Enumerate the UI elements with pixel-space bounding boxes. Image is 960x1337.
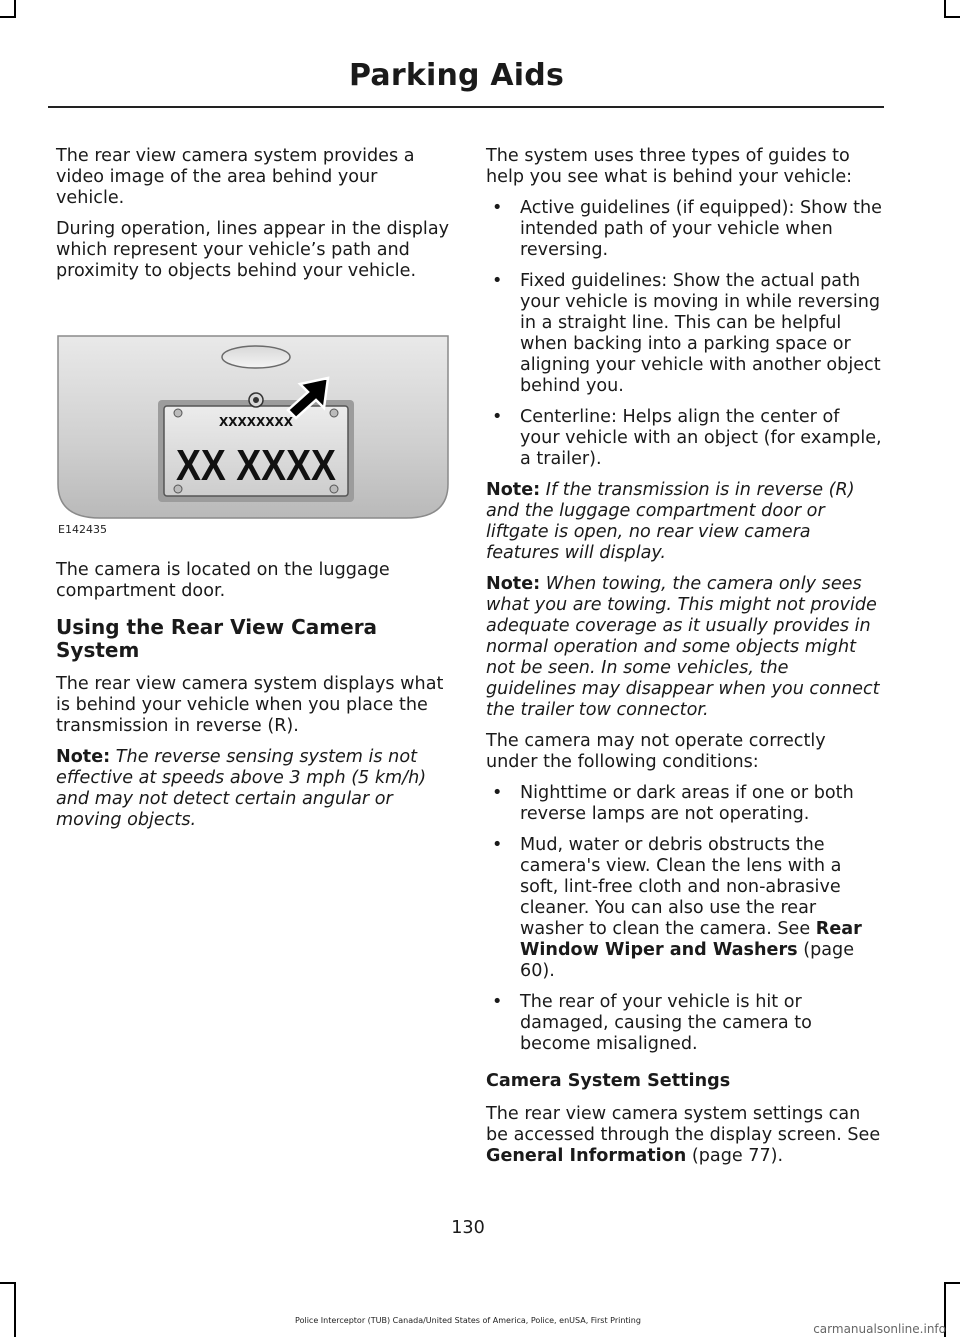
note-label: Note: [486, 574, 541, 594]
section-heading-settings: Camera System Settings [486, 1071, 731, 1091]
crop-mark-bottom-left-h [0, 1282, 16, 1284]
crop-mark-bottom-right-h [944, 1282, 960, 1284]
plate-bolt [174, 409, 182, 417]
note-text: The reverse sensing system is not effective at speeds above 3 mph (5 km/h) and may not detect certain angular or moving objects. [56, 747, 427, 830]
header-divider [48, 106, 884, 108]
bullet: • [492, 271, 503, 291]
conditions-intro: The camera may not operate correctly under the following conditions: [486, 731, 826, 772]
note-text: If the transmission is in reverse (R) and the luggage compartment door or liftgate is open, no rear view camera features will display. [486, 480, 855, 563]
page-title: Parking Aids [349, 58, 564, 93]
list-item: • The rear of your vehicle is hit or damaged, causing the camera to become misaligned. [492, 992, 812, 1054]
general-information-link[interactable]: General Information [486, 1146, 687, 1166]
list-item: • Active guidelines (if equipped): Show the intended path of your vehicle when reversing. [492, 198, 882, 260]
plate-main-text: XX XXXX [175, 440, 337, 490]
guides-intro: The system uses three types of guides to help you see what is behind your vehicle: [486, 146, 853, 187]
list-item: • Fixed guidelines: Show the actual path your vehicle is moving in while reversing in a straight line. This can be helpful when backing into a parking space or aligning your vehicle with another object behind you. [492, 271, 881, 396]
list-item: • Centerline: Helps align the center of your vehicle with an object (for example, a trailer). [492, 407, 882, 469]
plate-top-text: XXXXXXXX [218, 415, 294, 429]
crop-mark-bottom-left-v [14, 1282, 16, 1337]
page-number: 130 [451, 1218, 485, 1238]
handle-lamp [222, 346, 290, 368]
using-paragraph: The rear view camera system displays what is behind your vehicle when you place the transmission in reverse (R). [56, 674, 444, 736]
left-column [56, 146, 450, 841]
liftgate-illustration [56, 334, 450, 520]
list-item: • Nighttime or dark areas if one or both reverse lamps are not operating. [492, 783, 854, 824]
bullet: • [492, 198, 503, 218]
figure-id: E142435 [58, 523, 107, 536]
settings-paragraph: The rear view camera system settings can be accessed through the display screen. See General Information (page 77). [486, 1104, 881, 1166]
rear-wiper-link[interactable]: Rear Window Wiper and Washers [520, 919, 862, 960]
crop-mark-top-right-h [944, 16, 960, 18]
note-label: Note: [56, 747, 111, 767]
guidelines-paragraph: During operation, lines appear in the display which represent your vehicle’s path and proximity to objects behind your vehicle. [56, 219, 450, 281]
note-label: Note: [486, 480, 541, 500]
conditions-list [486, 783, 882, 1055]
watermark: carmanualsonline.info [813, 1322, 946, 1336]
crop-mark-top-left-h [0, 16, 16, 18]
section-heading-using: Using the Rear View Camera System [56, 615, 378, 662]
bullet: • [492, 992, 503, 1012]
note-towing [486, 574, 882, 721]
footer-text: Police Interceptor (TUB) Canada/United States of America, Police, enUSA, First Printing [295, 1316, 641, 1325]
right-column [486, 146, 882, 1177]
bullet: • [492, 783, 503, 803]
note-reverse [486, 480, 882, 564]
plate-bolt [330, 409, 338, 417]
note-sensing [56, 747, 450, 831]
guides-list [486, 198, 882, 470]
camera-location-figure [56, 334, 450, 536]
note-text: When towing, the camera only sees what you are towing. This might not provide adequate coverage as it usually provides in normal operation and some objects might not be seen. In some vehicles, the guidelines may disappear when you connect the trailer tow connector. [486, 574, 880, 720]
camera-location-text: The camera is located on the luggage compartment door. [56, 560, 390, 601]
bullet: • [492, 835, 503, 855]
list-item: • Mud, water or debris obstructs the camera's view. Clean the lens with a soft, lint-free cloth and non-abrasive cleaner. You can also use the rear washer to clean the camera. See Rear Window Wiper and Washers (page 60). [492, 835, 862, 981]
intro-paragraph: The rear view camera system provides a video image of the area behind your vehicle. [56, 146, 415, 208]
bullet: • [492, 407, 503, 427]
